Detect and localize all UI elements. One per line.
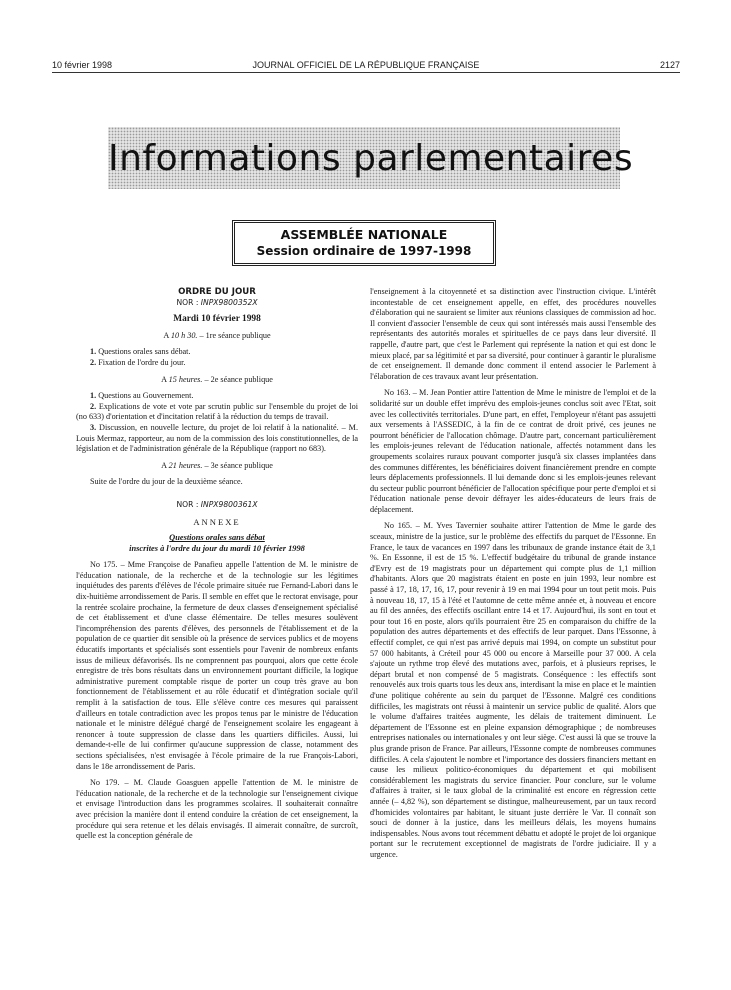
question-163: No 163. – M. Jean Pontier attire l'attention de Mme le ministre de l'emploi et de la solidarité sur un double effet imprévu des emplois-jeunes conclus soit avec l'Etat, soit avec les collectivités territoriales. D'une part, en effet, l'employeur n'étant pas assujetti aux versements à l'ASSEDIC, à la fin de ce contrat de droit privé, ces jeunes ne pourront bénéficier de l'allocation chômage. D'autre part, concernant particulièrement les emplois-jeunes relevant de l'éducation nationale, affectés notamment dans les groupements scolaires ruraux pouvant comporter jusqu'à six classes implantées dans des communes différentes, les bénéficiaires doivent financièrement prendre en compte leurs déplacements professionnels. Il lui demande donc si les emplois-jeunes relevant du secteur public pourront bénéficier de l'allocation spécifique pour perte d'emploi et si l'éducation nationale pense devoir défrayer les aides-éducateurs de leurs frais de déplacement.: [370, 388, 656, 514]
section-banner-title: Informations parlementaires: [108, 138, 634, 179]
agenda-item: [76, 347, 358, 358]
seance-3-label: – 3e séance publique: [202, 460, 273, 470]
nor-reference-2: [76, 500, 358, 511]
questions-title: Questions orales sans débat: [169, 533, 265, 543]
session-name: Session ordinaire de 1997-1998: [256, 244, 472, 258]
seance-1-time: 10 h 30.: [170, 330, 198, 340]
item-number: 1.: [90, 347, 97, 357]
nor-label: NOR :: [176, 499, 201, 509]
item-number: 2.: [90, 401, 97, 411]
seance-1-heading: [76, 331, 358, 342]
nor-reference: [76, 298, 358, 309]
seance-3-heading: [76, 461, 358, 472]
item-number: 3.: [90, 422, 97, 432]
seance-2-label: – 2e séance publique: [202, 374, 273, 384]
header-rule: [52, 72, 680, 73]
seance-1-prefix: A: [163, 330, 171, 340]
nor-label: NOR :: [176, 297, 201, 307]
agenda-item: [76, 402, 358, 423]
nor-code: INPX9800352X: [200, 297, 258, 307]
item-number: 2.: [90, 357, 97, 367]
sitting-day: Mardi 10 février 1998: [173, 314, 261, 325]
left-column: [76, 287, 358, 842]
agenda-item: [76, 391, 358, 402]
item-text: Explications de vote et vote par scrutin public sur l'ensemble du projet de loi (no 633) d'orientation et d'incitation relatif à la réduction du temps de travail.: [76, 401, 358, 422]
seance-2-prefix: A: [161, 374, 169, 384]
running-head: [52, 58, 680, 72]
ordre-du-jour-title: ORDRE DU JOUR: [178, 287, 256, 297]
item-text: Fixation de l'ordre du jour.: [96, 357, 186, 367]
agenda-item: [76, 358, 358, 369]
issue-date: 10 février 1998: [52, 60, 113, 70]
right-column: [370, 287, 656, 860]
question-179: No 179. – M. Claude Goasguen appelle l'attention de M. le ministre de l'éducation nationale, de la recherche et de la technologie sur l'enseignement civique et envisage l'introduction dans les programmes scolaires. Il souhaiterait connaître avec précision la manière dont il entend conduire la création de cet enseignement, la procédure qui sera retenue et les délais envisagés. Il aimerait connaître, de surcroît, quelle est la conception générale de: [76, 778, 358, 841]
item-text: Questions au Gouvernement.: [96, 391, 194, 401]
nor-code: INPX9800361X: [200, 499, 258, 509]
item-number: 1.: [90, 391, 97, 401]
item-text: Discussion, en nouvelle lecture, du projet de loi relatif à la nationalité. – M. Louis Mermaz, rapporteur, au nom de la commission des lois constitutionnelles, de la législation et de l'administration générale de la République (rapport no 683).: [76, 422, 358, 454]
item-text: Questions orales sans débat.: [96, 347, 191, 357]
seance-1-label: – 1re séance publique: [197, 330, 271, 340]
questions-subtitle: inscrites à l'ordre du jour du mardi 10 février 1998: [129, 543, 305, 553]
journal-title: JOURNAL OFFICIEL DE LA RÉPUBLIQUE FRANÇAISE: [252, 60, 480, 70]
seance-2-heading: [76, 375, 358, 386]
question-165: No 165. – M. Yves Tavernier souhaite attirer l'attention de Mme le garde des sceaux, ministre de la justice, sur le problème des effectifs du parquet de l'Essonne. En France, le taux de vacances en 1997 dans les tribunaux de grande instance était de 3,1 %. En Essonne, il est de 15 %. L'effectif budgétaire du tribunal de grande instance d'Evry est de 19 magistrats pour un département qui compte plus de 1,1 million d'habitants. Alors que 20 magistrats étaient en poste en juin 1993, leur nombre est passé à 17, 18, 17, 16, 17, pour revenir à 19 en mai 1994 pour un tout petit mois. Puis à nouveau 18, 17, 15 à l'été et l'automne de cette même année et, à nouveau et encore au fil des années, des effectifs oscillant entre 14 et 17. Aujourd'hui, ils sont en tout et pour tout 16 en poste, alors qu'ils pourraient être 25 en comparaison du chiffre de la population des autres départements et des effectifs de leur parquet. Dans l'Essonne, à effectif complet, ce qui n'est pas arrivé depuis mai 1994, on compte un substitut pour 57 000 habitants, à Créteil pour 45 000 ou encore à Marseille pour 37 000. A cela s'ajoute un rythme trop élevé des mutations avec, parfois, et à plusieurs reprises, le départ brutal et non compensé de 5 magistrats. Conséquence : les effectifs sont renouvelés aux trois quarts tous les deux ans, interdisant la mise en place et le maintien d'une politique cohérente au sein du parquet de l'Essonne. Malgré ces conditions difficiles, les magistrats ont réussi à maintenir un service public de qualité. Alors que le volume d'affaires traitées augmente, les délais de traitement diminuent. Le département de l'Essonne est en pleine expansion démographique ; de nombreuses entreprises nationales ou internationales y ont leur siège. C'est aussi là que se trouve la plus grande prison de France. Par ailleurs, l'Essonne compte de nombreuses communes difficiles. A cela s'ajoutent le nombre et l'importance des dossiers financiers mettant en cause les milieux politico-économiques du département et qui mobilisent considérablement les magistrats du service financier. Pour conclure, sur le volume d'affaires à traiter, si le taux global de la criminalité est encore en régression cette année (– 4,82 %), son département se distingue, malheureusement, par un taux record d'homicides volontaires par habitant, le situant juste derrière le Var. Il connaît son souci de donner à la justice, dans les meilleurs délais, les moyens humains indispensables. Nous avons tout récemment débattu et adopté le projet de loi organique portant sur le recrutement exceptionnel de magistrats de l'ordre judiciaire. Il y a urgence.: [370, 521, 656, 859]
agenda-item: [76, 423, 358, 455]
question-179-continued: l'enseignement à la citoyenneté et sa distinction avec l'instruction civique. L'intérêt incontestable de cet enseignement appelle, en effet, des procédures nouvelles d'élaboration qui ne sauraient se limiter aux réunions classiques de commission ad hoc. Il convient d'associer l'ensemble de ceux qui sont intéressés mais aussi l'ensemble des représentants des autorités morales et spirituelles de ce pays dans leur diversité. Il rappelle, d'autre part, que c'est le Parlement qui représente la nation et qui est donc le mieux placé, par sa légitimité et par sa diversité, pour continuer à garantir le pluralisme de cet enseignement. Il demande donc comment il entend associer le Parlement à l'élaboration de ces travaux avant leur présentation.: [370, 287, 657, 381]
seance-3-prefix: A: [161, 460, 169, 470]
seance-3-time: 21 heures.: [168, 460, 203, 470]
seance-3-text: Suite de l'ordre du jour de la deuxième séance.: [90, 477, 243, 487]
assembly-heading-box: [232, 220, 496, 266]
assembly-name: ASSEMBLÉE NATIONALE: [280, 227, 448, 242]
annexe-heading: ANNEXE: [193, 516, 241, 527]
question-175: No 175. – Mme Françoise de Panafieu appelle l'attention de M. le ministre de l'éducation nationale, de la recherche et de la technologie sur les légitimes inquiétudes des parents d'élèves de l'école primaire située rue Fernand-Labori dans le dix-huitième arrondissement de Paris. Il semble en effet que le rectorat envisage, pour la rentrée scolaire prochaine, la fermeture de deux classes d'enseignement spécialisé de cet établissement et d'une classe élémentaire. De telles mesures soulèvent l'incompréhension des parents d'élèves, des personnels de l'établissement et de la population de ce quartier dit sensible où la présence de services publics et de moyens éducatifs importants et spécialisés sont essentiels pour l'avenir de nombreux enfants issus de milieux défavorisés. Ils ne comprennent pas pourquoi, alors que cette école enregistre de très bons résultats dans un environnement pourtant difficile, la logique administrative purement comptable risque de porter un coup très grave au bon fonctionnement de l'établissement et au rôle éducatif et d'intégration sociale qu'il remplit à la satisfaction de tous. Elle s'élève contre ces mesures qui paraissent d'ailleurs en totale contradiction avec les propos tenus par le ministre de l'éducation nationale et le ministre délégué chargé de l'enseignement scolaire les engageant à renoncer à toute suppression de classe dans les quartiers difficiles. Aussi, lui demande-t-elle de lui confirmer qu'aucune suppression de classe, notamment des sections spécialisées, n'est envisagée à l'école primaire de la rue François-Labori, dans le 18e arrondissement de Paris.: [76, 560, 358, 771]
page-number: 2127: [659, 60, 680, 70]
seance-2-time: 15 heures.: [168, 374, 203, 384]
